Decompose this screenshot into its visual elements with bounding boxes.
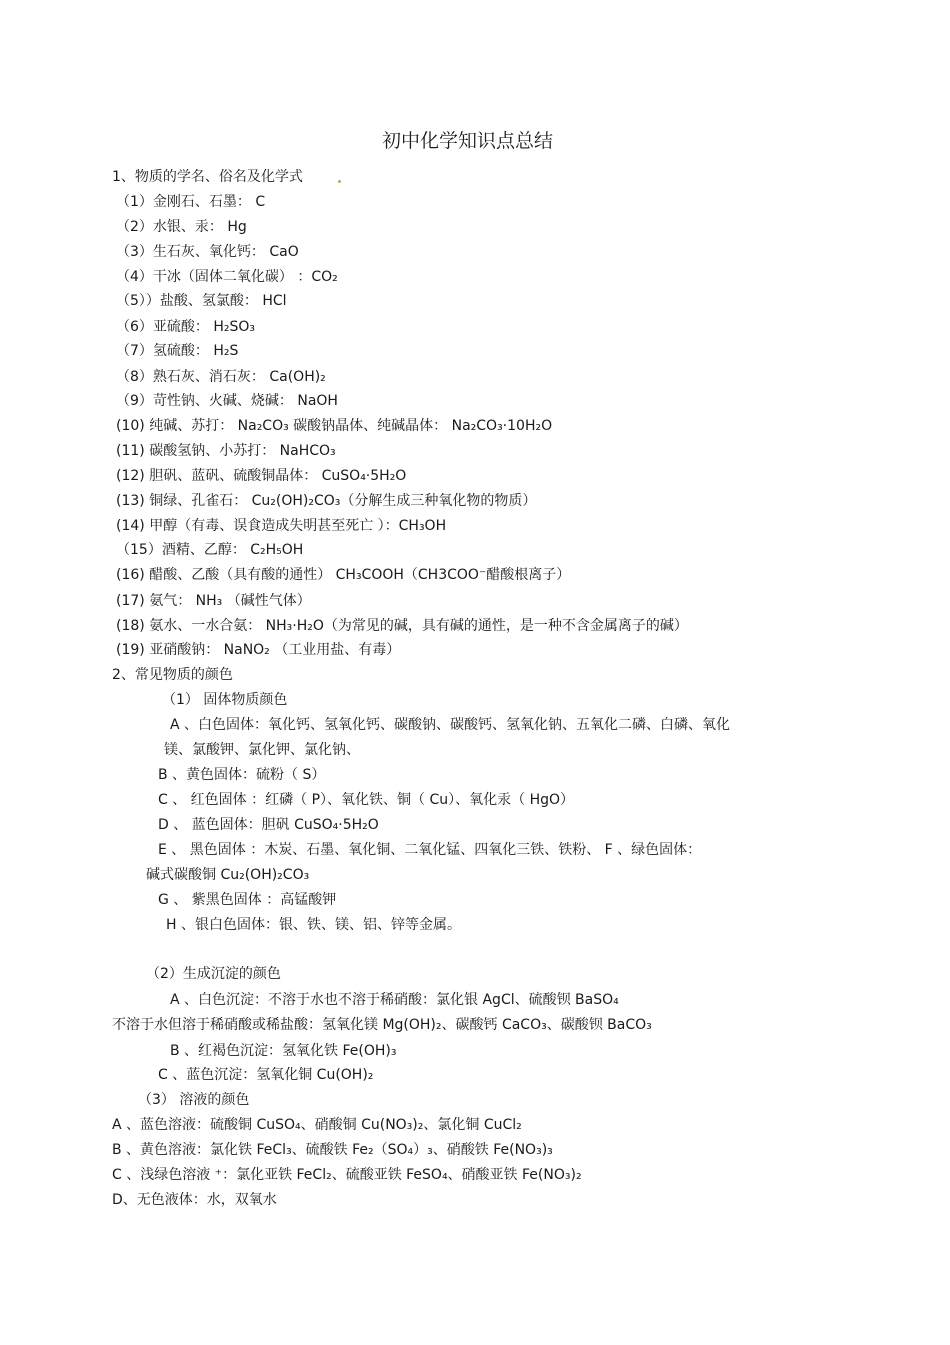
subsection-heading: （3） 溶液的颜色 bbox=[138, 1092, 250, 1108]
text-line: (17) 氨气： NH₃ （碱性气体） bbox=[116, 593, 311, 609]
text-line: （5））盐酸、氢氯酸： HCl bbox=[116, 293, 287, 309]
text-line: B 、黄色固体：硫粉（ S） bbox=[158, 767, 326, 783]
text-line: B 、红褐色沉淀：氢氧化铁 Fe(OH)₃ bbox=[170, 1043, 397, 1059]
text-line: 镁、氯酸钾、氯化钾、氯化钠、 bbox=[164, 742, 360, 758]
text-line: （8）熟石灰、消石灰： Ca(OH)₂ bbox=[116, 369, 326, 385]
text-line: (18) 氨水、一水合氨： NH₃·H₂O（为常见的碱，具有碱的通性，是一种不含金属离子的碱） bbox=[116, 618, 688, 634]
text-line: C 、 红色固体 ：红磷（ P）、氧化铁、铜（ Cu）、氧化汞（ HgO） bbox=[158, 792, 574, 808]
text-line: (10) 纯碱、苏打： Na₂CO₃ 碳酸钠晶体、纯碱晶体： Na₂CO₃·10H₂O bbox=[116, 418, 553, 434]
text-line: （9）苛性钠、火碱、烧碱： NaOH bbox=[116, 393, 338, 409]
text-line: （2）水银、汞： Hg bbox=[116, 219, 247, 235]
text-line: D 、 蓝色固体：胆矾 CuSO₄·5H₂O bbox=[158, 817, 379, 833]
text-line: D、无色液体：水，双氧水 bbox=[112, 1192, 277, 1208]
text-line: (11) 碳酸氢钠、小苏打： NaHCO₃ bbox=[116, 443, 336, 459]
text-line: E 、 黑色固体 ：木炭、石墨、氧化铜、二氧化锰、四氧化三铁、铁粉、 F 、绿色固体： bbox=[158, 842, 702, 858]
text-line: C 、蓝色沉淀：氢氧化铜 Cu(OH)₂ bbox=[158, 1067, 374, 1083]
section-heading-1: 1、物质的学名、俗名及化学式 bbox=[112, 169, 303, 185]
text-line: （1）金刚石、石墨： C bbox=[116, 194, 266, 210]
text-line: （7）氢硫酸： H₂S bbox=[116, 343, 239, 359]
text-line: (12) 胆矾、蓝矾、硫酸铜晶体： CuSO₄·5H₂O bbox=[116, 468, 407, 484]
text-line: 碱式碳酸铜 Cu₂(OH)₂CO₃ bbox=[146, 867, 310, 883]
stray-mark bbox=[338, 180, 341, 183]
text-line: G 、 紫黑色固体 ：高锰酸钾 bbox=[158, 892, 337, 908]
subsection-heading: （2）生成沉淀的颜色 bbox=[146, 966, 281, 982]
subsection-heading: （1） 固体物质颜色 bbox=[162, 692, 288, 708]
text-line: A 、白色沉淀：不溶于水也不溶于稀硝酸：氯化银 AgCl、硫酸钡 BaSO₄ bbox=[170, 992, 619, 1008]
text-line: （3）生石灰、氧化钙： CaO bbox=[116, 244, 299, 260]
text-line: 不溶于水但溶于稀硝酸或稀盐酸：氢氧化镁 Mg(OH)₂、碳酸钙 CaCO₃、碳酸钡 BaCO₃ bbox=[112, 1017, 652, 1033]
text-line: B 、黄色溶液：氯化铁 FeCl₃、硫酸铁 Fe₂（SO₄）₃、硝酸铁 Fe(NO₃)₃ bbox=[112, 1142, 553, 1158]
text-line: A 、白色固体：氧化钙、氢氧化钙、碳酸钠、碳酸钙、氢氧化钠、五氧化二磷、白磷、氧化 bbox=[170, 717, 731, 733]
text-line: (16) 醋酸、乙酸（具有酸的通性） CH₃COOH（CH3COO⁻醋酸根离子） bbox=[116, 567, 571, 583]
text-line: H 、银白色固体：银、铁、镁、铝、锌等金属。 bbox=[166, 917, 461, 933]
text-line: （15）酒精、乙醇： C₂H₅OH bbox=[116, 542, 304, 558]
text-line: （6）亚硫酸： H₂SO₃ bbox=[116, 319, 256, 335]
page-title: 初中化学知识点总结 bbox=[381, 130, 553, 152]
text-line: C 、浅绿色溶液 ⁺：氯化亚铁 FeCl₂、硫酸亚铁 FeSO₄、硝酸亚铁 Fe(NO₃)₂ bbox=[112, 1167, 582, 1183]
section-heading-2: 2、常见物质的颜色 bbox=[112, 667, 233, 683]
text-line: (19) 亚硝酸钠： NaNO₂ （工业用盐、有毒） bbox=[116, 642, 401, 658]
text-line: （4）干冰（固体二氧化碳） ：CO₂ bbox=[116, 269, 338, 285]
text-line: (14) 甲醇（有毒、误食造成失明甚至死亡 ）：CH₃OH bbox=[116, 518, 447, 534]
text-line: A 、蓝色溶液：硫酸铜 CuSO₄、硝酸铜 Cu(NO₃)₂、氯化铜 CuCl₂ bbox=[112, 1117, 522, 1133]
text-line: (13) 铜绿、孔雀石： Cu₂(OH)₂CO₃（分解生成三种氧化物的物质） bbox=[116, 493, 537, 509]
